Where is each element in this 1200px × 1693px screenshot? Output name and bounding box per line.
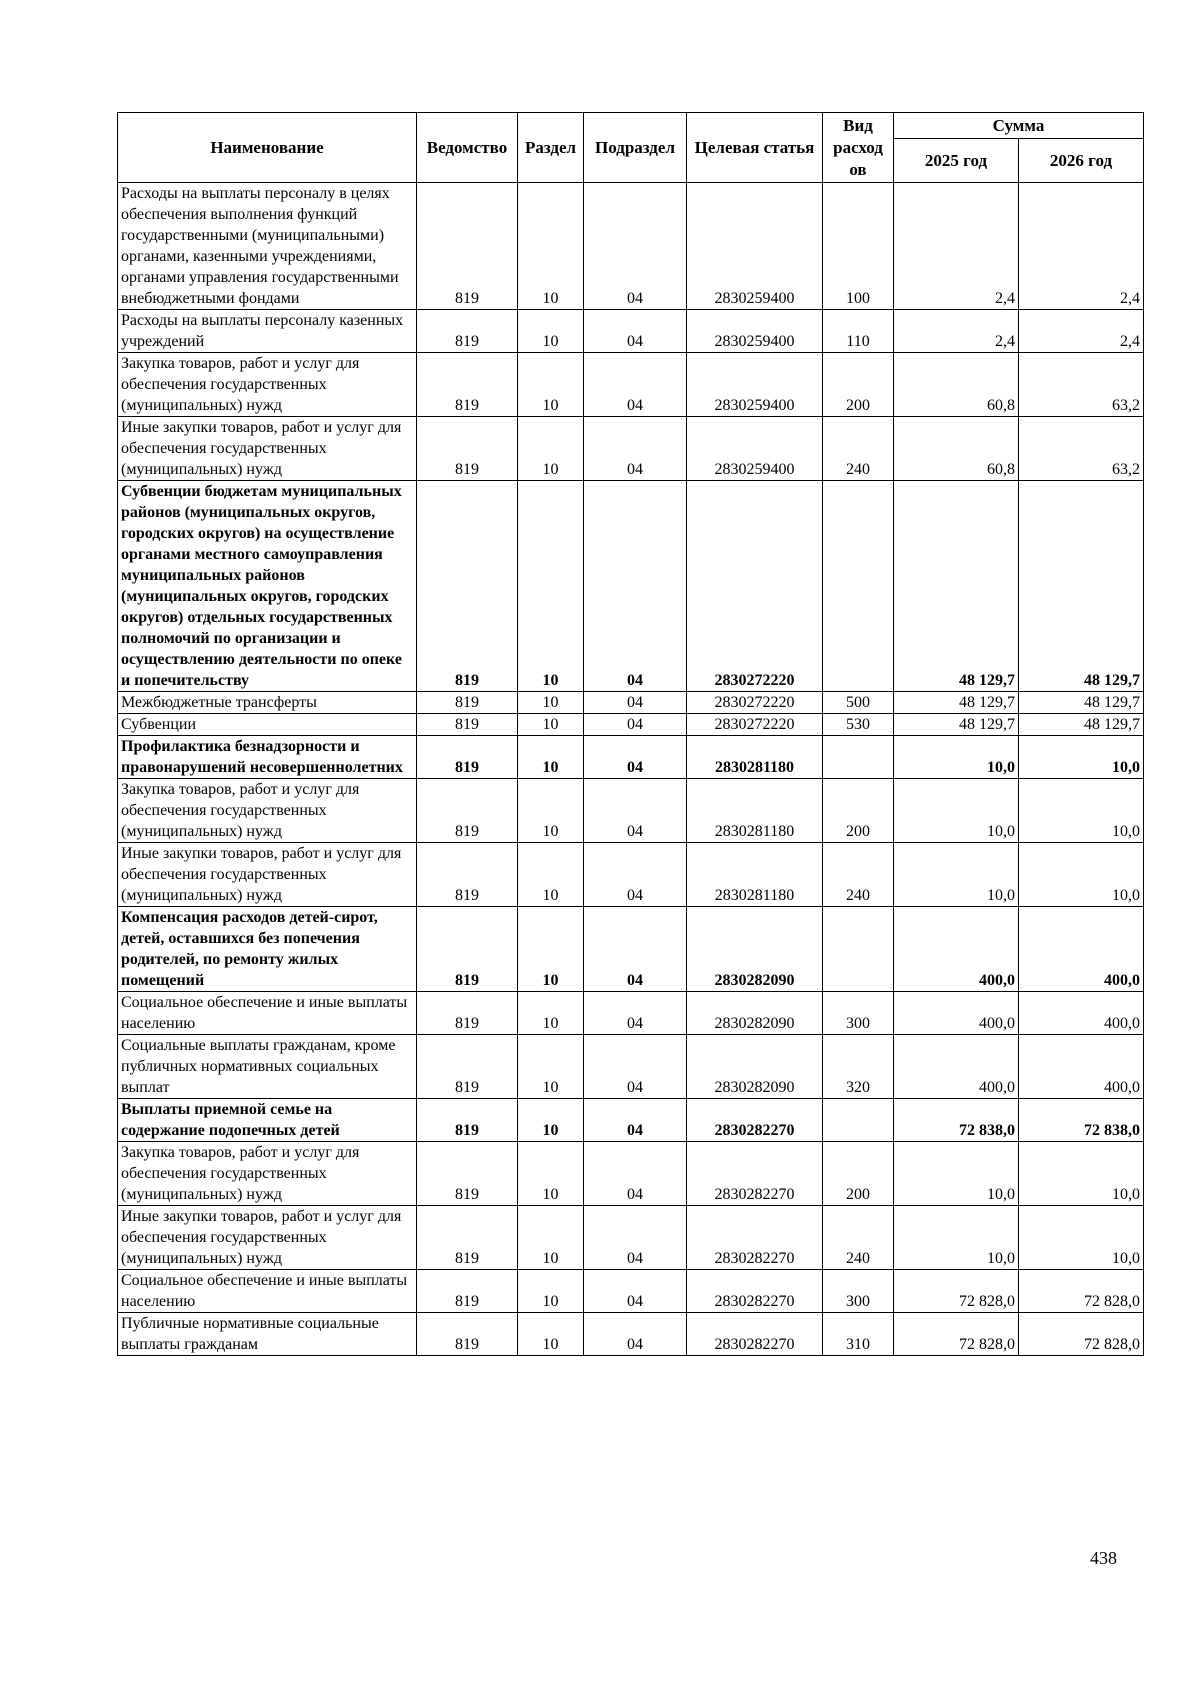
cell-name: Закупка товаров, работ и услуг для обеспечения государственных (муниципальных) нужд bbox=[118, 1142, 417, 1206]
cell-sum-2025: 10,0 bbox=[894, 843, 1019, 907]
cell-sum-2026: 2,4 bbox=[1019, 183, 1144, 310]
cell-sum-2025: 10,0 bbox=[894, 736, 1019, 779]
cell-department: 819 bbox=[417, 183, 518, 310]
cell-department: 819 bbox=[417, 992, 518, 1035]
table-row bbox=[118, 310, 1144, 353]
table-row bbox=[118, 1142, 1144, 1206]
cell-name: Профилактика безнадзорности и правонарушений несовершеннолетних bbox=[118, 736, 417, 779]
table-row bbox=[118, 843, 1144, 907]
cell-subsection: 04 bbox=[584, 1035, 687, 1099]
cell-department: 819 bbox=[417, 310, 518, 353]
table-row bbox=[118, 779, 1144, 843]
cell-expense-type bbox=[823, 907, 894, 992]
table-row bbox=[118, 992, 1144, 1035]
cell-sum-2026: 2,4 bbox=[1019, 310, 1144, 353]
cell-target-article: 2830281180 bbox=[687, 843, 823, 907]
cell-subsection: 04 bbox=[584, 481, 687, 692]
table-row bbox=[118, 481, 1144, 692]
table-row bbox=[118, 714, 1144, 736]
cell-department: 819 bbox=[417, 714, 518, 736]
header-section: Раздел bbox=[518, 113, 584, 183]
cell-target-article: 2830259400 bbox=[687, 417, 823, 481]
cell-department: 819 bbox=[417, 1270, 518, 1313]
cell-name: Иные закупки товаров, работ и услуг для обеспечения государственных (муниципальных) нужд bbox=[118, 417, 417, 481]
cell-subsection: 04 bbox=[584, 692, 687, 714]
cell-section: 10 bbox=[518, 1270, 584, 1313]
cell-name: Закупка товаров, работ и услуг для обеспечения государственных (муниципальных) нужд bbox=[118, 353, 417, 417]
cell-sum-2025: 400,0 bbox=[894, 992, 1019, 1035]
cell-expense-type: 200 bbox=[823, 1142, 894, 1206]
page-number: 438 bbox=[1090, 1548, 1117, 1568]
cell-name: Закупка товаров, работ и услуг для обеспечения государственных (муниципальных) нужд bbox=[118, 779, 417, 843]
cell-sum-2025: 72 838,0 bbox=[894, 1099, 1019, 1142]
header-year-2025: 2025 год bbox=[894, 139, 1019, 183]
cell-expense-type: 100 bbox=[823, 183, 894, 310]
table-row bbox=[118, 692, 1144, 714]
cell-name: Социальное обеспечение и иные выплаты населению bbox=[118, 1270, 417, 1313]
cell-expense-type: 200 bbox=[823, 353, 894, 417]
cell-target-article: 2830281180 bbox=[687, 779, 823, 843]
cell-sum-2025: 400,0 bbox=[894, 1035, 1019, 1099]
cell-section: 10 bbox=[518, 310, 584, 353]
cell-sum-2026: 48 129,7 bbox=[1019, 481, 1144, 692]
cell-name: Выплаты приемной семье на содержание подопечных детей bbox=[118, 1099, 417, 1142]
cell-section: 10 bbox=[518, 1099, 584, 1142]
cell-name: Компенсация расходов детей-сирот, детей, оставшихся без попечения родителей, по ремонту жилых помещений bbox=[118, 907, 417, 992]
cell-expense-type: 200 bbox=[823, 779, 894, 843]
cell-target-article: 2830282270 bbox=[687, 1099, 823, 1142]
cell-sum-2026: 63,2 bbox=[1019, 353, 1144, 417]
cell-expense-type: 500 bbox=[823, 692, 894, 714]
cell-target-article: 2830282270 bbox=[687, 1206, 823, 1270]
cell-sum-2025: 2,4 bbox=[894, 183, 1019, 310]
cell-sum-2026: 10,0 bbox=[1019, 843, 1144, 907]
cell-section: 10 bbox=[518, 714, 584, 736]
cell-department: 819 bbox=[417, 1099, 518, 1142]
cell-sum-2026: 72 828,0 bbox=[1019, 1313, 1144, 1356]
cell-department: 819 bbox=[417, 843, 518, 907]
cell-sum-2025: 10,0 bbox=[894, 1206, 1019, 1270]
cell-section: 10 bbox=[518, 417, 584, 481]
cell-sum-2026: 48 129,7 bbox=[1019, 714, 1144, 736]
cell-name: Расходы на выплаты персоналу казенных учреждений bbox=[118, 310, 417, 353]
cell-target-article: 2830272220 bbox=[687, 714, 823, 736]
cell-section: 10 bbox=[518, 907, 584, 992]
cell-target-article: 2830259400 bbox=[687, 183, 823, 310]
cell-target-article: 2830282090 bbox=[687, 992, 823, 1035]
cell-target-article: 2830281180 bbox=[687, 736, 823, 779]
cell-subsection: 04 bbox=[584, 310, 687, 353]
budget-table bbox=[117, 112, 1144, 1356]
cell-sum-2026: 10,0 bbox=[1019, 779, 1144, 843]
cell-target-article: 2830259400 bbox=[687, 353, 823, 417]
cell-section: 10 bbox=[518, 843, 584, 907]
cell-department: 819 bbox=[417, 779, 518, 843]
header-year-2026: 2026 год bbox=[1019, 139, 1144, 183]
table-row bbox=[118, 417, 1144, 481]
cell-sum-2026: 400,0 bbox=[1019, 1035, 1144, 1099]
cell-sum-2025: 60,8 bbox=[894, 417, 1019, 481]
cell-section: 10 bbox=[518, 779, 584, 843]
budget-table-sheet bbox=[117, 112, 1143, 1356]
cell-target-article: 2830282270 bbox=[687, 1313, 823, 1356]
cell-sum-2026: 10,0 bbox=[1019, 736, 1144, 779]
cell-subsection: 04 bbox=[584, 183, 687, 310]
cell-section: 10 bbox=[518, 1035, 584, 1099]
header-name: Наименование bbox=[118, 113, 417, 183]
cell-expense-type: 240 bbox=[823, 1206, 894, 1270]
cell-department: 819 bbox=[417, 1035, 518, 1099]
cell-expense-type: 240 bbox=[823, 843, 894, 907]
cell-expense-type: 240 bbox=[823, 417, 894, 481]
cell-section: 10 bbox=[518, 1313, 584, 1356]
table-row bbox=[118, 1206, 1144, 1270]
cell-expense-type: 110 bbox=[823, 310, 894, 353]
cell-sum-2025: 72 828,0 bbox=[894, 1313, 1019, 1356]
cell-department: 819 bbox=[417, 481, 518, 692]
cell-sum-2025: 2,4 bbox=[894, 310, 1019, 353]
table-row bbox=[118, 1099, 1144, 1142]
cell-subsection: 04 bbox=[584, 1099, 687, 1142]
cell-section: 10 bbox=[518, 183, 584, 310]
cell-expense-type: 300 bbox=[823, 1270, 894, 1313]
cell-subsection: 04 bbox=[584, 736, 687, 779]
cell-sum-2025: 48 129,7 bbox=[894, 692, 1019, 714]
cell-target-article: 2830282090 bbox=[687, 907, 823, 992]
cell-expense-type: 300 bbox=[823, 992, 894, 1035]
table-row bbox=[118, 736, 1144, 779]
cell-expense-type: 320 bbox=[823, 1035, 894, 1099]
header-target-article: Целевая статья bbox=[687, 113, 823, 183]
cell-sum-2025: 400,0 bbox=[894, 907, 1019, 992]
header-subsection: Подраздел bbox=[584, 113, 687, 183]
cell-expense-type: 530 bbox=[823, 714, 894, 736]
cell-target-article: 2830272220 bbox=[687, 481, 823, 692]
cell-expense-type bbox=[823, 481, 894, 692]
cell-subsection: 04 bbox=[584, 907, 687, 992]
cell-sum-2025: 72 828,0 bbox=[894, 1270, 1019, 1313]
cell-sum-2025: 48 129,7 bbox=[894, 714, 1019, 736]
cell-name: Иные закупки товаров, работ и услуг для обеспечения государственных (муниципальных) нужд bbox=[118, 1206, 417, 1270]
cell-target-article: 2830259400 bbox=[687, 310, 823, 353]
cell-subsection: 04 bbox=[584, 1206, 687, 1270]
table-row bbox=[118, 907, 1144, 992]
cell-expense-type: 310 bbox=[823, 1313, 894, 1356]
cell-sum-2026: 72 828,0 bbox=[1019, 1270, 1144, 1313]
cell-section: 10 bbox=[518, 692, 584, 714]
cell-section: 10 bbox=[518, 353, 584, 417]
table-row bbox=[118, 353, 1144, 417]
cell-section: 10 bbox=[518, 992, 584, 1035]
cell-subsection: 04 bbox=[584, 1270, 687, 1313]
cell-sum-2026: 10,0 bbox=[1019, 1206, 1144, 1270]
cell-department: 819 bbox=[417, 1313, 518, 1356]
cell-sum-2025: 10,0 bbox=[894, 779, 1019, 843]
cell-name: Публичные нормативные социальные выплаты гражданам bbox=[118, 1313, 417, 1356]
header-department: Ведомство bbox=[417, 113, 518, 183]
cell-sum-2025: 60,8 bbox=[894, 353, 1019, 417]
cell-section: 10 bbox=[518, 481, 584, 692]
cell-department: 819 bbox=[417, 1142, 518, 1206]
cell-subsection: 04 bbox=[584, 843, 687, 907]
header-sum: Сумма bbox=[894, 113, 1144, 139]
cell-target-article: 2830272220 bbox=[687, 692, 823, 714]
cell-sum-2026: 72 838,0 bbox=[1019, 1099, 1144, 1142]
cell-expense-type bbox=[823, 1099, 894, 1142]
cell-target-article: 2830282090 bbox=[687, 1035, 823, 1099]
cell-name: Социальное обеспечение и иные выплаты населению bbox=[118, 992, 417, 1035]
cell-name: Социальные выплаты гражданам, кроме публичных нормативных социальных выплат bbox=[118, 1035, 417, 1099]
table-body bbox=[118, 183, 1144, 1356]
header-expense-type: Вид расход ов bbox=[823, 113, 894, 183]
table-row bbox=[118, 1270, 1144, 1313]
cell-sum-2026: 400,0 bbox=[1019, 992, 1144, 1035]
cell-subsection: 04 bbox=[584, 1142, 687, 1206]
cell-name: Иные закупки товаров, работ и услуг для обеспечения государственных (муниципальных) нужд bbox=[118, 843, 417, 907]
cell-section: 10 bbox=[518, 736, 584, 779]
cell-expense-type bbox=[823, 736, 894, 779]
cell-target-article: 2830282270 bbox=[687, 1142, 823, 1206]
cell-name: Расходы на выплаты персоналу в целях обеспечения выполнения функций государственными (муниципальными) органами, казенными учреждениями, органами управления государственными внебюджетными фондами bbox=[118, 183, 417, 310]
table-row bbox=[118, 1313, 1144, 1356]
cell-subsection: 04 bbox=[584, 353, 687, 417]
cell-subsection: 04 bbox=[584, 417, 687, 481]
cell-name: Субвенции bbox=[118, 714, 417, 736]
cell-department: 819 bbox=[417, 736, 518, 779]
cell-target-article: 2830282270 bbox=[687, 1270, 823, 1313]
cell-name: Субвенции бюджетам муниципальных районов (муниципальных округов, городских округов) на осуществление органами местного самоуправления муниципальных районов (муниципальных округов, городских округов) отдельных государственных полномочий по организации и осуществлению деятельности по опеке и попечительству bbox=[118, 481, 417, 692]
cell-department: 819 bbox=[417, 692, 518, 714]
cell-subsection: 04 bbox=[584, 992, 687, 1035]
cell-department: 819 bbox=[417, 417, 518, 481]
cell-section: 10 bbox=[518, 1142, 584, 1206]
cell-subsection: 04 bbox=[584, 1313, 687, 1356]
cell-sum-2026: 48 129,7 bbox=[1019, 692, 1144, 714]
cell-department: 819 bbox=[417, 353, 518, 417]
cell-sum-2026: 63,2 bbox=[1019, 417, 1144, 481]
cell-sum-2026: 400,0 bbox=[1019, 907, 1144, 992]
cell-department: 819 bbox=[417, 907, 518, 992]
cell-subsection: 04 bbox=[584, 714, 687, 736]
table-row bbox=[118, 183, 1144, 310]
cell-name: Межбюджетные трансферты bbox=[118, 692, 417, 714]
cell-sum-2025: 48 129,7 bbox=[894, 481, 1019, 692]
cell-sum-2025: 10,0 bbox=[894, 1142, 1019, 1206]
cell-department: 819 bbox=[417, 1206, 518, 1270]
table-row bbox=[118, 1035, 1144, 1099]
cell-sum-2026: 10,0 bbox=[1019, 1142, 1144, 1206]
cell-section: 10 bbox=[518, 1206, 584, 1270]
cell-subsection: 04 bbox=[584, 779, 687, 843]
